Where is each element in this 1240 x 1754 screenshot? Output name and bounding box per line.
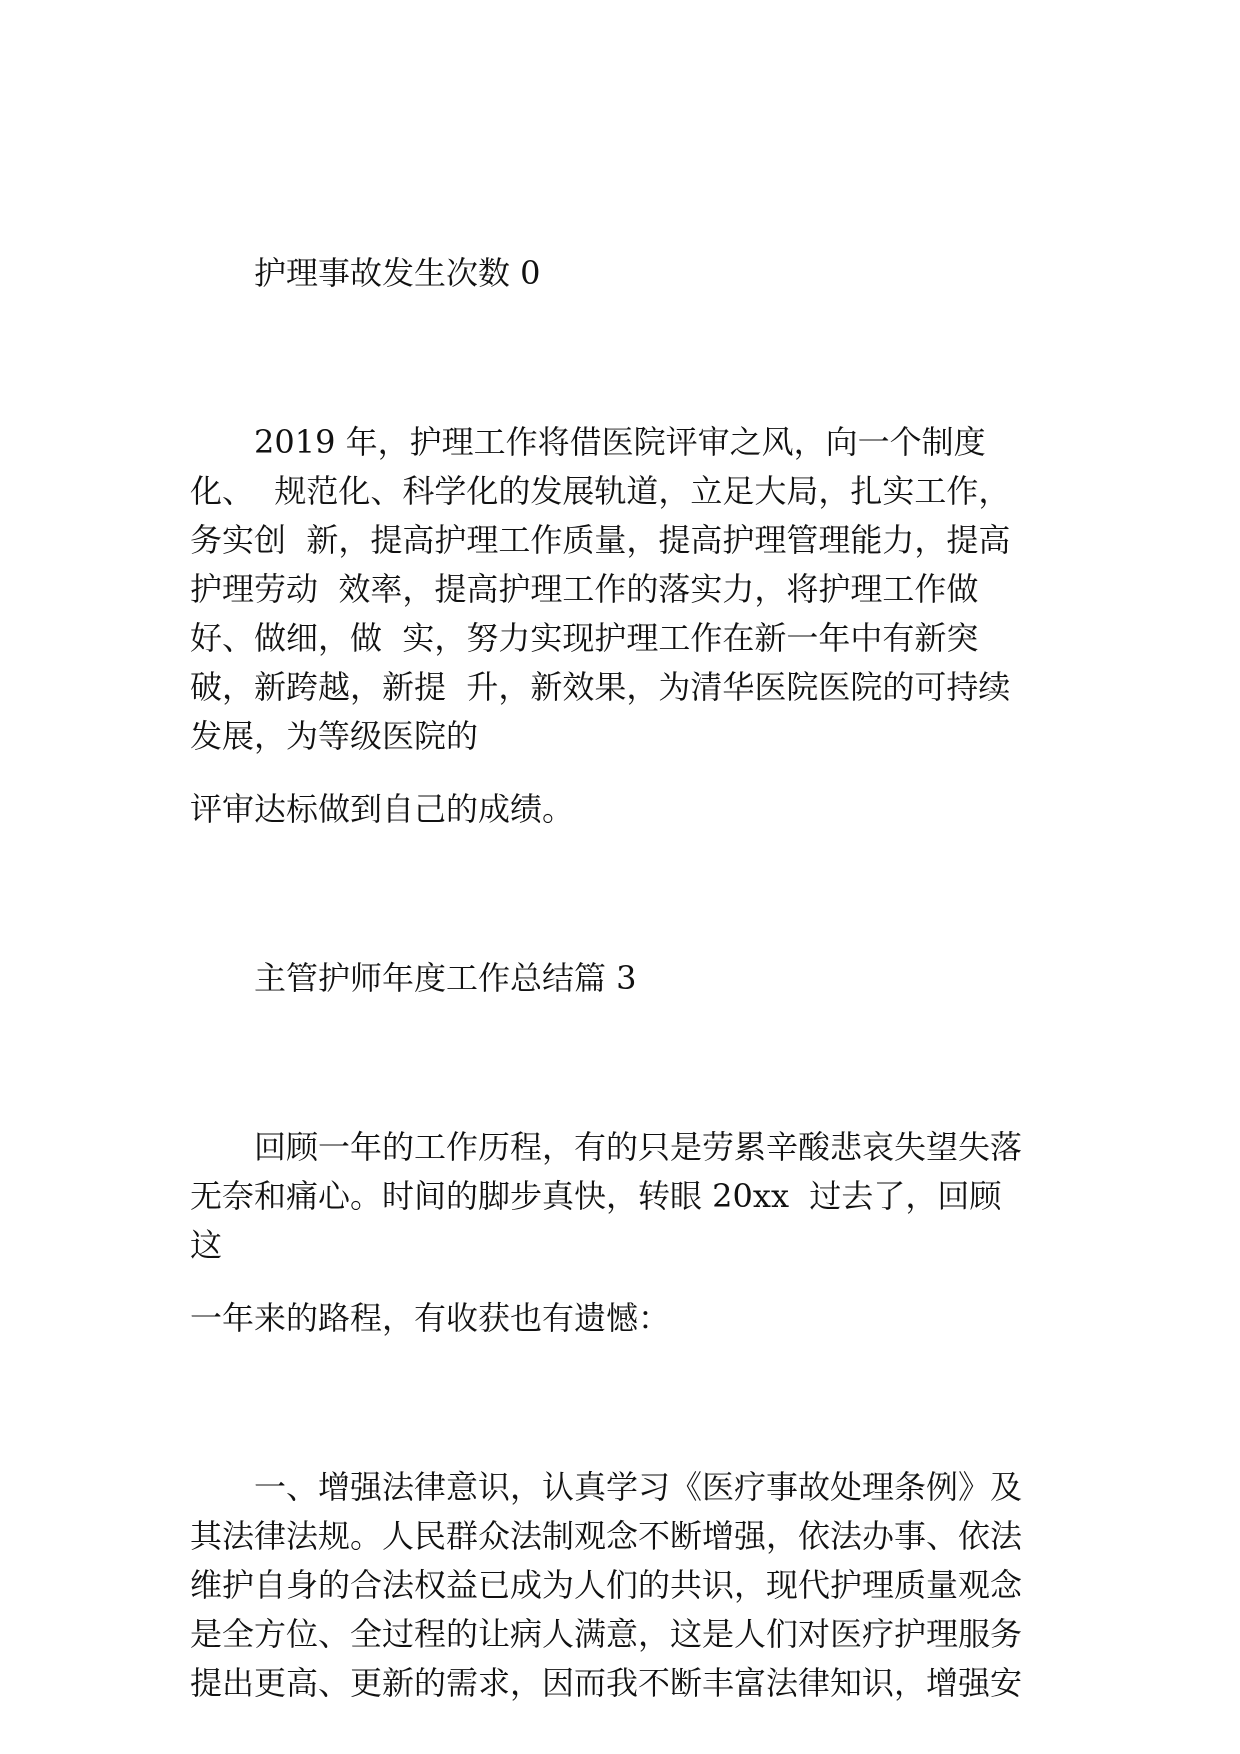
paragraph-line: 这 [190,1226,223,1264]
paragraph-line: 破，新跨越，新提 升，新效果，为清华医院医院的可持续 [190,668,1011,706]
paragraph-line: 一、增强法律意识，认真学习《医疗事故处理条例》及 [190,1468,1023,1506]
paragraph-line: 发展，为等级医院的 [190,717,479,755]
paragraph-line: 护理劳动 效率，提高护理工作的落实力，将护理工作做 [190,570,979,608]
section-heading: 主管护师年度工作总结篇 3 [190,959,637,997]
paragraph-line: 其法律法规。人民群众法制观念不断增强，依法办事、依法 [190,1517,1023,1555]
stat-line: 护理事故发生次数 0 [190,254,541,292]
paragraph-line: 提出更高、更新的需求，因而我不断丰富法律知识，增强安 [190,1664,1023,1702]
paragraph-line: 好、做细，做 实，努力实现护理工作在新一年中有新突 [190,619,979,657]
paragraph-line: 是全方位、全过程的让病人满意，这是人们对医疗护理服务 [190,1615,1023,1653]
paragraph-line: 一年来的路程，有收获也有遗憾： [190,1299,671,1337]
paragraph-line: 务实创 新，提高护理工作质量，提高护理管理能力，提高 [190,521,1011,559]
paragraph-line: 化、 规范化、科学化的发展轨道，立足大局，扎实工作， [190,472,1011,510]
paragraph-line: 维护自身的合法权益已成为人们的共识，现代护理质量观念 [190,1566,1023,1604]
paragraph-line: 回顾一年的工作历程，有的只是劳累辛酸悲哀失望失落 [190,1128,1023,1166]
paragraph-line: 无奈和痛心。时间的脚步真快，转眼 20xx 过去了，回顾 [190,1177,1002,1215]
paragraph-line: 2019 年，护理工作将借医院评审之风，向一个制度 [190,423,986,461]
paragraph-line: 评审达标做到自己的成绩。 [190,790,575,828]
